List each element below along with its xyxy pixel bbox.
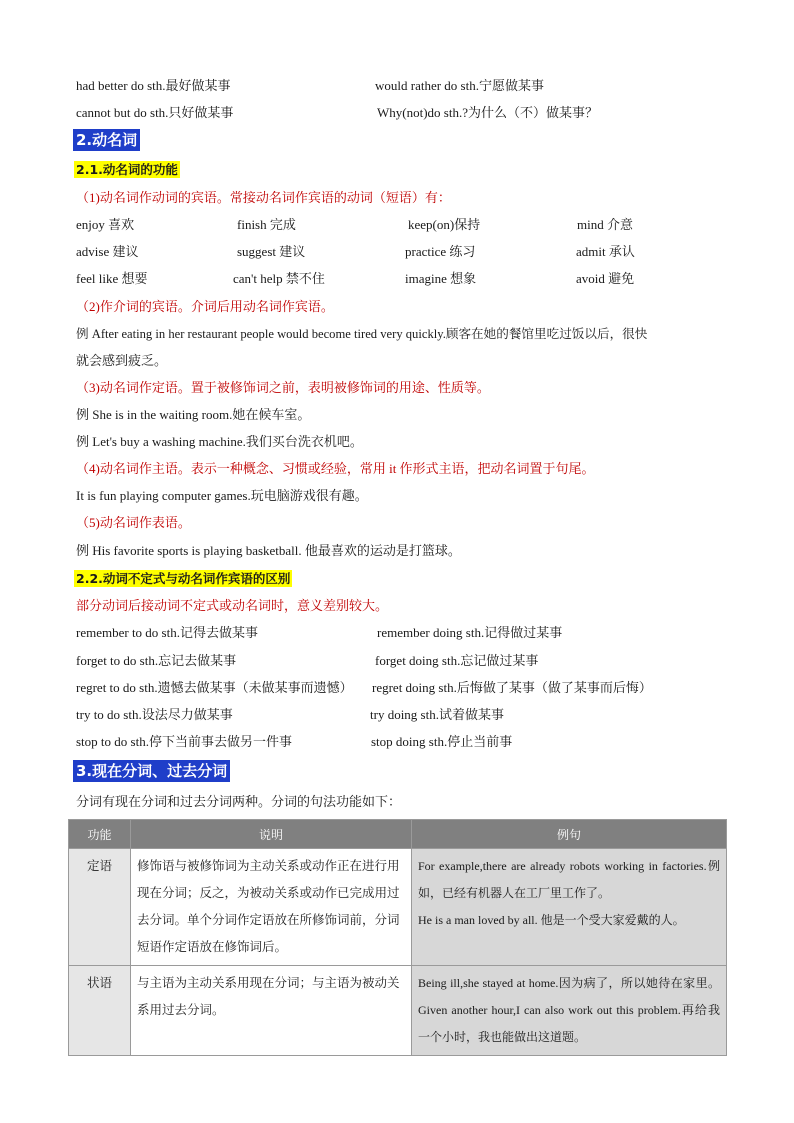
table-header-row <box>69 820 727 849</box>
example-sentence: 例 After eating in her restaurant people would become tired very quickly.顾客在她的餐馆里吃过饭以后，很快 <box>76 327 648 341</box>
verb-item: finish 完成 <box>237 217 296 232</box>
example-cell <box>412 966 727 1056</box>
explanation-cell: 修饰语与被修饰词为主动关系或动作正在进行用现在分词；反之，为被动关系或动作已完成用过去分词。单个分词作定语放在所修饰词前，分词短语作定语放在修饰词后。 <box>131 849 412 966</box>
verb-item: admit 承认 <box>576 244 635 259</box>
example-sentence: Being ill,she stayed at home.因为病了，所以她待在家里。 Given another hour,I can also work out this problem.再给我一个小时，我也能做出这道题。 <box>418 976 720 1044</box>
verb-item: can't help 禁不住 <box>233 271 325 286</box>
subsection-intro: 部分动词后接动词不定式或动名词时，意义差别较大。 <box>76 598 389 613</box>
phrase-right: Why(not)do sth.?为什么（不）做某事？ <box>377 105 598 120</box>
comparison-left: forget to do sth.忘记去做某事 <box>76 653 237 668</box>
example-cell <box>412 849 727 966</box>
point-title: （4)动名词作主语。表示一种概念、习惯或经验，常用 it 作形式主语，把动名词置于句尾。 <box>76 461 595 476</box>
participle-function-table <box>68 819 727 1056</box>
verb-item: mind 介意 <box>577 217 633 232</box>
example-sentence: He is a man loved by all. 他是一个受大家爱戴的人。 <box>418 913 685 927</box>
comparison-left: remember to do sth.记得去做某事 <box>76 625 258 640</box>
table-row <box>69 849 727 966</box>
verb-item: suggest 建议 <box>237 244 306 259</box>
verb-item: feel like 想要 <box>76 271 148 286</box>
verb-item: advise 建议 <box>76 244 139 259</box>
table-row <box>69 966 727 1056</box>
comparison-left: try to do sth.设法尽力做某事 <box>76 707 233 722</box>
verb-item: practice 练习 <box>405 244 476 259</box>
verb-item: enjoy 喜欢 <box>76 217 135 232</box>
point-title: （3)动名词作定语。置于被修饰词之前，表明被修饰词的用途、性质等。 <box>76 380 490 395</box>
comparison-right: remember doing sth.记得做过某事 <box>377 625 563 640</box>
comparison-right: regret doing sth.后悔做了某事（做了某事而后悔） <box>372 680 652 695</box>
example-sentence: 例 Let's buy a washing machine.我们买台洗衣机吧。 <box>76 434 363 449</box>
section-heading-gerund: 2.动名词 <box>73 129 140 151</box>
example-sentence: 就会感到疲乏。 <box>76 353 168 368</box>
comparison-left: stop to do sth.停下当前事去做另一件事 <box>76 734 292 749</box>
comparison-right: try doing sth.试着做某事 <box>370 707 504 722</box>
function-cell: 定语 <box>69 849 131 966</box>
explanation-cell: 与主语为主动关系用现在分词；与主语为被动关系用过去分词。 <box>131 966 412 1056</box>
column-header: 说明 <box>131 820 412 849</box>
comparison-left: regret to do sth.遗憾去做某事（未做某事而遗憾） <box>76 680 353 695</box>
section-intro: 分词有现在分词和过去分词两种。分词的句法功能如下： <box>76 794 402 809</box>
phrase-left: had better do sth.最好做某事 <box>76 78 231 93</box>
column-header: 例句 <box>412 820 727 849</box>
verb-item: avoid 避免 <box>576 271 635 286</box>
example-sentence: 例 His favorite sports is playing basketball. 他最喜欢的运动是打篮球。 <box>76 543 461 558</box>
point-title: （1)动名词作动词的宾语。常接动名词作宾语的动词（短语）有： <box>76 190 451 205</box>
verb-item: keep(on)保持 <box>408 217 481 232</box>
comparison-right: forget doing sth.忘记做过某事 <box>375 653 539 668</box>
phrase-left: cannot but do sth.只好做某事 <box>76 105 234 120</box>
function-cell: 状语 <box>69 966 131 1056</box>
point-title: （5)动名词作表语。 <box>76 515 191 530</box>
section-heading-participles: 3.现在分词、过去分词 <box>73 760 230 782</box>
subsection-heading-gerund-functions: 2.1.动名词的功能 <box>76 162 178 177</box>
comparison-right: stop doing sth.停止当前事 <box>371 734 513 749</box>
column-header: 功能 <box>69 820 131 849</box>
example-sentence: It is fun playing computer games.玩电脑游戏很有趣。 <box>76 488 368 503</box>
example-sentence: 例 She is in the waiting room.她在候车室。 <box>76 407 311 422</box>
phrase-right: would rather do sth.宁愿做某事 <box>375 78 544 93</box>
verb-item: imagine 想象 <box>405 271 477 286</box>
point-title: （2)作介词的宾语。介词后用动名词作宾语。 <box>76 299 334 314</box>
example-sentence: For example,there are already robots working in factories.例如，已经有机器人在工厂里工作了。 <box>418 859 720 900</box>
subsection-heading-infinitive-vs-gerund: 2.2.动词不定式与动名词作宾语的区别 <box>76 571 291 586</box>
